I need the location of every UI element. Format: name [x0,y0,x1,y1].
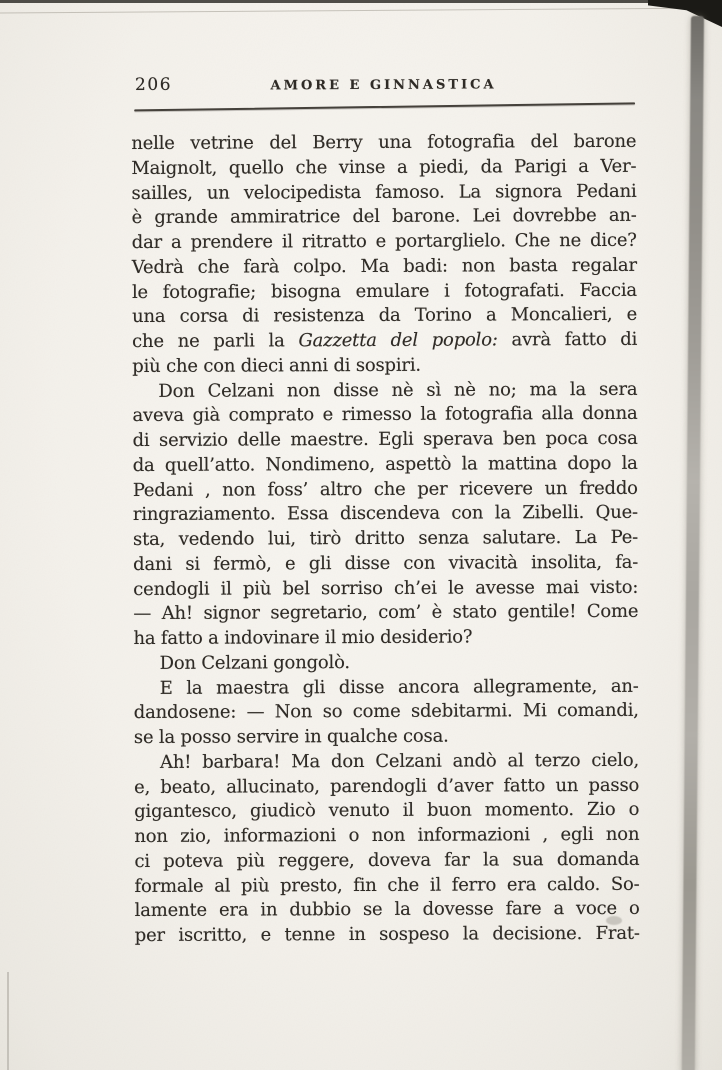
text-line [134,848,639,875]
text-line [134,674,639,701]
text-line [133,551,638,578]
text-segment: Ah! barbara! Ma don Celzani andò al terzo cielo, [159,749,640,773]
text-segment: Don Celzani gongolò. [159,651,350,674]
text-segment: dar a prendere il ritratto e portarglielo. Che ne dice? [131,229,637,253]
text-line [132,402,637,429]
text-segment: — Ah! signor segretario, com’ è stato gentile! Come [133,601,639,625]
text-segment: cendogli il più bel sorriso ch’ei le avesse mai visto: [133,576,639,600]
text-line [133,476,638,503]
text-segment: è grande ammiratrice del barone. Lei dovrebbe an- [131,205,637,229]
text-segment: avrà fatto di [497,328,638,351]
text-segment: sta, vedendo lui, tirò dritto senza salutare. La Pe- [132,526,639,550]
text-segment: ringraziamento. Essa discendeva con la Zibelli. Que- [132,502,638,526]
text-segment: nelle vetrine del Berry una fotografia del barone [131,130,637,154]
text-line [133,526,638,553]
text-segment: più che con dieci anni di sospiri. [132,354,421,377]
text-line [134,724,639,751]
text-segment: lamente era in dubbio se la dovesse fare a voce o [134,898,640,922]
text-line [134,823,639,850]
text-segment: se la posso servire in qualche cosa. [133,725,449,748]
text-line [132,229,637,256]
body-text [131,130,640,949]
text-segment: non zio, informazioni o non informazioni , egli non [134,823,640,847]
header-rule [134,102,635,111]
text-segment: Maignolt, quello che vinse a piedi, da Parigi a Ver- [131,155,637,179]
text-segment: Don Celzani non disse nè sì nè no; ma la sera [158,378,638,402]
text-line [132,377,637,404]
text-line [135,922,640,949]
text-line [132,278,637,305]
text-line [133,575,638,602]
text-line [133,600,638,627]
text-line [134,773,639,800]
text-line [131,179,636,206]
text-segment: per iscritto, e tenne in sospeso la decisione. Frat- [134,922,640,946]
text-segment: Vedrà che farà colpo. Ma badi: non basta regalar [131,254,637,278]
text-segment: le fotografie; bisogna emulare i fotografati. Faccia [131,279,637,303]
text-line [131,130,636,157]
text-segment: ci poteva più reggere, doveva far la sua domanda [134,848,640,872]
text-line [132,254,637,281]
text-segment: dandosene: — Non so come sdebitarmi. Mi comandi, [133,700,639,724]
text-line [133,427,638,454]
text-segment: formale al più presto, fin che il ferro era caldo. So- [134,873,640,897]
text-segment: E la maestra gli disse ancora allegramente, an- [159,675,639,699]
text-line [132,328,637,355]
text-segment: sailles, un velocipedista famoso. La signora Pedani [131,180,637,204]
text-segment: da quell’atto. Nondimeno, aspettò la mattina dopo la [132,452,638,476]
running-header-title: AMORE E GINNASTICA [270,77,497,94]
text-line [133,452,638,479]
text-line [132,353,637,380]
text-line [132,204,637,231]
text-line [134,650,639,677]
text-segment: di servizio delle maestre. Egli sperava ben poca cosa [132,427,638,451]
italic-text: Gazzetta del popolo: [298,329,498,352]
text-segment: una corsa di resistenza da Torino a Moncalieri, e [131,304,638,328]
page-number: 206 [134,74,173,95]
text-line [134,798,639,825]
text-segment: che ne parli la [132,330,299,352]
text-line [133,625,638,652]
text-line [134,699,639,726]
text-line [132,303,637,330]
text-segment: gigantesco, giudicò venuto il buon momento. Zio o [134,799,640,823]
text-segment: Pedani , non foss’ altro che per ricevere un freddo [132,477,638,501]
text-line [135,897,640,924]
text-line [131,155,636,182]
text-line [134,749,639,776]
text-segment: aveva già comprato e rimesso la fotografia alla donna [132,403,638,427]
text-segment: ha fatto a indovinare il mio desiderio? [133,626,473,649]
text-line [133,501,638,528]
text-line [134,872,639,899]
text-segment: e, beato, allucinato, parendogli d’aver fatto un passo [134,774,640,798]
text-segment: dani si fermò, e gli disse con vivacità insolita, fa- [133,551,639,575]
